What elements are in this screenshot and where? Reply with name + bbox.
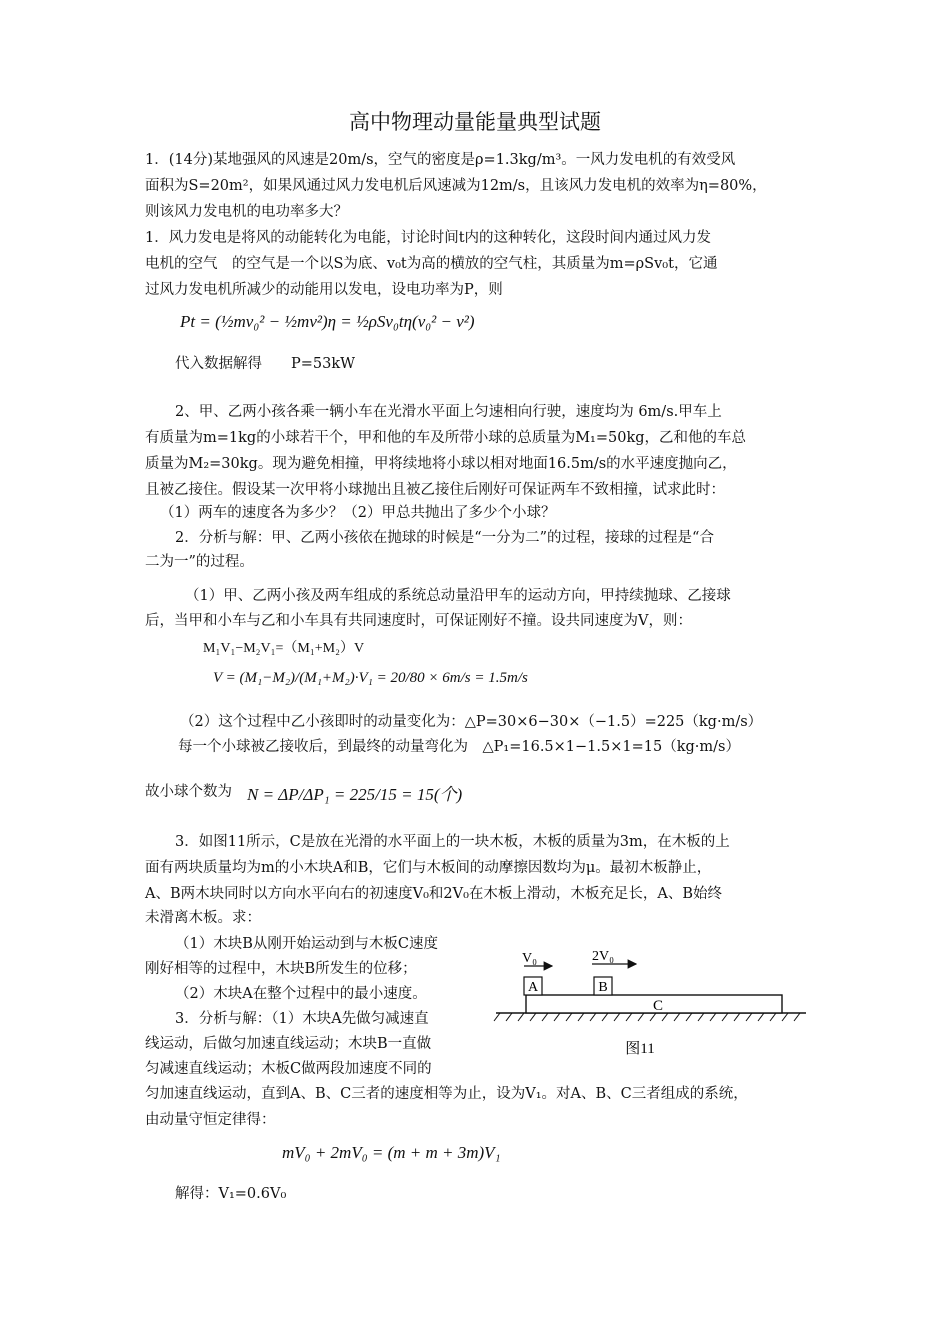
- page-title: 高中物理动量能量典型试题: [349, 110, 601, 134]
- q1-line-3: 则该风力发电机的电功率多大？: [145, 204, 348, 220]
- q2-line-5: （1）两车的速度各为多少？（2）甲总共抛出了多少个小球？: [160, 505, 556, 521]
- q3-formula: mV₀ + 2mV₀ = (m + m + 3m)V₁: [282, 1143, 501, 1162]
- q1-line-2: 面积为S=20m²，如果风通过风力发电机后风速减为12m/s，且该风力发电机的效率为η=80%，: [145, 178, 767, 194]
- q3-left-line-1: （1）木块B从刚开始运动到与木板C速度: [175, 936, 438, 952]
- q3-left-line-3: （2）木块A在整个过程中的最小速度。: [175, 986, 427, 1002]
- q1-sol-line-2: 电机的空气 的空气是一个以S为底、v₀t为高的横放的空气柱，其质量为m=ρSv₀t，它通: [145, 256, 718, 272]
- q3-line-2: 面有两块质量均为m的小木块A和B，它们与木板间的动摩擦因数均为μ。最初木板静止，: [145, 860, 712, 876]
- q1-line-1: 1．(14分)某地强风的风速是20m/s，空气的密度是ρ=1.3kg/m³。一风力发电机的有效受风: [145, 152, 736, 168]
- q3-left-line-6: 匀减速直线运动；木板C做两段加速度不同的: [145, 1061, 432, 1077]
- label-a: A: [527, 980, 539, 995]
- velocity-a-label: V₀: [522, 951, 537, 966]
- q1-sol-line-1: 1．风力发电是将风的动能转化为电能，讨论时间t内的这种转化，这段时间内通过风力发: [145, 230, 712, 246]
- q3-left-line-4: 3．分析与解：（1）木块A先做匀减速直: [175, 1011, 429, 1027]
- ground-hatching: [494, 1013, 800, 1021]
- q2-count-formula: N = ΔP/ΔP₁ = 225/15 = 15(个): [247, 785, 463, 804]
- q2-line-2: 有质量为m=1kg的小球若干个，甲和他的车及所带小球的总质量为M₁=50kg，乙和他的车总: [145, 430, 747, 446]
- q3-left-line-2: 刚好相等的过程中，木块B所发生的位移；: [145, 961, 417, 977]
- figure-11: [490, 940, 810, 1065]
- q2-sol-line-1: 2．分析与解：甲、乙两小孩依在抛球的时候是“一分为二”的过程，接球的过程是“合: [175, 530, 714, 546]
- q3-line-4: 未滑离木板。求：: [145, 910, 261, 926]
- q2-line-1: 2、甲、乙两小孩各乘一辆小车在光滑水平面上匀速相向行驶，速度均为 6m/s.甲车上: [175, 404, 722, 420]
- q2-line-3: 质量为M₂=30kg。现为避免相撞，甲将续地将小球以相对地面16.5m/s的水平速度抛向乙，: [145, 456, 737, 472]
- figure-caption: 图11: [625, 1041, 655, 1057]
- q3-sol-line-1: 匀加速直线运动，直到A、B、C三者的速度相等为止，设为V₁。对A、B、C三者组成的系统，: [145, 1086, 748, 1102]
- q3-sol-line-2: 由动量守恒定律得：: [145, 1112, 276, 1128]
- q2-part1-line-2: 后，当甲和小车与乙和小车具有共同速度时，可保证刚好不撞。设共同速度为V，则：: [145, 613, 692, 629]
- q2-equation-1: M₁V₁−M₂V₁=（M₁+M₂）V: [203, 641, 365, 656]
- q1-result: 代入数据解得 P=53kW: [175, 356, 356, 372]
- velocity-b-label: 2V₀: [592, 949, 614, 964]
- label-b: B: [598, 980, 608, 995]
- q2-part1-line-1: （1）甲、乙两小孩及两车组成的系统总动量沿甲车的运动方向，甲持续抛球、乙接球: [185, 588, 731, 604]
- q3-line-1: 3．如图11所示，C是放在光滑的水平面上的一块木板，木板的质量为3m，在木板的上: [175, 834, 730, 850]
- q2-part2b: 每一个小球被乙接收后，到最终的动量弯化为 △P₁=16.5×1−1.5×1=15（kg·m/s）: [178, 739, 740, 755]
- q2-line-4: 且被乙接住。假设某一次甲将小球抛出且被乙接住后刚好可保证两车不致相撞，试求此时：: [145, 482, 725, 498]
- label-c: C: [652, 998, 664, 1014]
- q1-sol-line-3: 过风力发电机所减少的动能用以发电，设电功率为P，则: [145, 282, 503, 298]
- q1-formula: Pt = (½mv₀² − ½mv²)η = ½ρSv₀tη(v₀² − v²): [180, 312, 475, 331]
- q3-left-line-5: 线运动，后做匀加速直线运动；木块B一直做: [145, 1036, 432, 1052]
- q2-sol-line-2: 二为一”的过程。: [145, 554, 254, 570]
- q2-part2: （2）这个过程中乙小孩即时的动量变化为：△P=30×6−30×（−1.5）=225（kg·m/s）: [180, 714, 763, 730]
- q2-count-label: 故小球个数为: [145, 784, 232, 800]
- q3-result: 解得：V₁=0.6V₀: [175, 1186, 287, 1202]
- q3-line-3: A、B两木块同时以方向水平向右的初速度V₀和2V₀在木板上滑动，木板充足长，A、B始终: [145, 886, 723, 902]
- q2-equation-2: V = (M₁−M₂)/(M₁+M₂)·V₁ = 20/80 × 6m/s = 1.5m/s: [213, 670, 528, 686]
